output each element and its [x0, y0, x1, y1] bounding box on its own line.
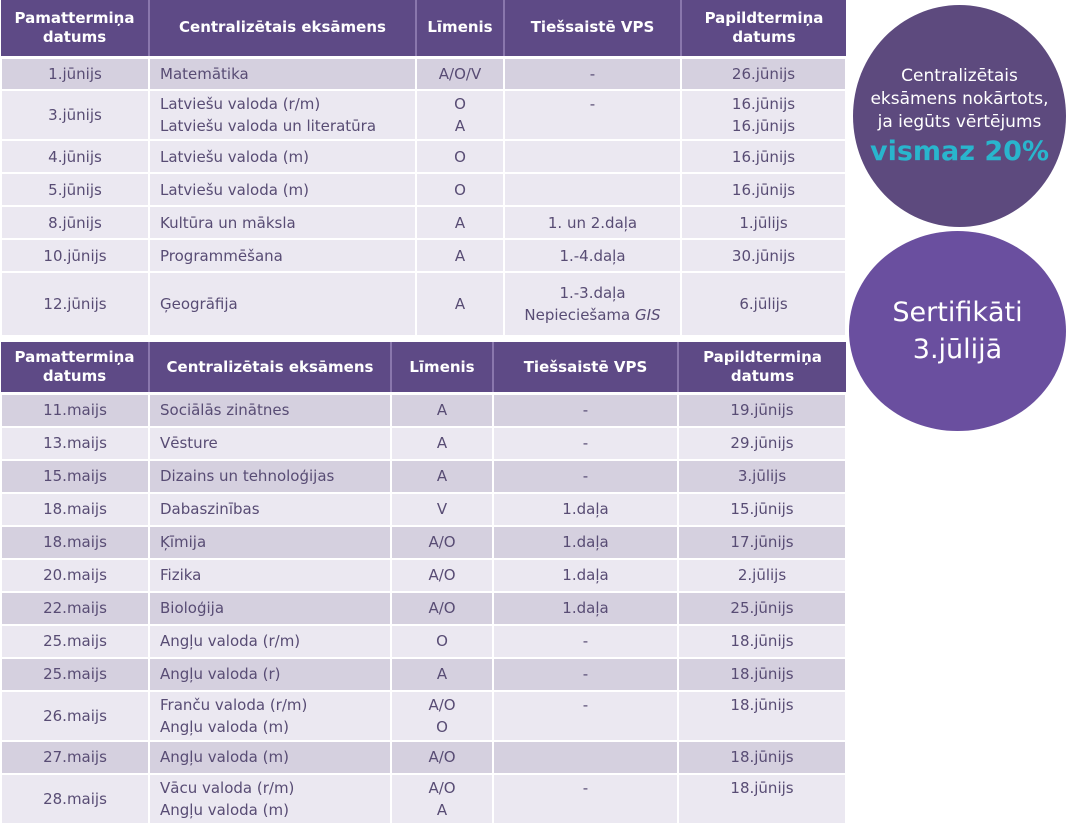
makeup-line: 18.jūnijs: [730, 665, 794, 683]
exam-line: Latviešu valoda (r/m): [160, 95, 321, 113]
column-header: Pamattermiņa datums: [1, 342, 149, 394]
level-line: O: [454, 147, 466, 166]
date-cell: 28.maijs: [1, 774, 149, 824]
exam-line: Kultūra un māksla: [160, 213, 296, 232]
level-cell: [391, 460, 493, 493]
exam-cell: [149, 526, 391, 559]
date-cell: 22.maijs: [1, 592, 149, 625]
level-line: A/O: [428, 566, 456, 584]
makeup-line: 16.jūnijs: [731, 180, 796, 199]
vps-cell: [504, 140, 681, 173]
makeup-line: 25.jūnijs: [730, 599, 794, 617]
vps-line: [509, 115, 676, 137]
makeup-cell: [681, 90, 846, 140]
vps-line: -: [582, 632, 589, 650]
level-cell: [391, 625, 493, 658]
makeup-line: 16.jūnijs: [731, 95, 796, 113]
makeup-line: 16.jūnijs: [731, 117, 796, 135]
level-cell: [391, 394, 493, 427]
level-cell: [416, 90, 504, 140]
exam-line: Programmēšana: [160, 246, 283, 265]
exam-cell: [149, 741, 391, 774]
makeup-line: 26.jūnijs: [731, 64, 796, 83]
vps-cell: [493, 658, 678, 691]
date-cell: 18.maijs: [1, 526, 149, 559]
table-row: [1, 57, 846, 90]
exam-table-may: [0, 342, 847, 825]
makeup-cell: [678, 526, 846, 559]
level-cell: [391, 592, 493, 625]
level-cell: [416, 140, 504, 173]
column-header: Līmenis: [391, 342, 493, 394]
vps-line: -: [582, 778, 589, 797]
makeup-cell: [678, 394, 846, 427]
exam-table-june: [0, 0, 847, 337]
makeup-line: 1.jūlijs: [739, 213, 788, 232]
level-cell: [391, 526, 493, 559]
vps-line: [498, 746, 673, 768]
vps-cell: [504, 173, 681, 206]
date-cell: 18.maijs: [1, 493, 149, 526]
makeup-line: 18.jūnijs: [730, 632, 794, 650]
vps-line: 1.daļa: [562, 533, 609, 551]
date-cell: 27.maijs: [1, 741, 149, 774]
level-line: V: [436, 500, 448, 518]
makeup-cell: [681, 57, 846, 90]
table-row: [1, 526, 846, 559]
level-cell: [416, 173, 504, 206]
makeup-line: 15.jūnijs: [730, 500, 794, 518]
vps-cell: [493, 526, 678, 559]
level-cell: [416, 206, 504, 239]
exam-line: Angļu valoda (m): [160, 748, 289, 766]
vps-line: -: [582, 665, 589, 683]
exam-cell: [149, 559, 391, 592]
makeup-line: 17.jūnijs: [730, 533, 794, 551]
level-cell: [416, 272, 504, 336]
level-line: A: [436, 434, 448, 452]
table-row: [1, 206, 846, 239]
vps-line: -: [589, 64, 596, 83]
makeup-cell: [678, 427, 846, 460]
column-header: Tiešsaistē VPS: [504, 0, 681, 57]
makeup-cell: [681, 140, 846, 173]
date-cell: 3.jūnijs: [1, 90, 149, 140]
level-line: A: [454, 117, 466, 135]
date-cell: 20.maijs: [1, 559, 149, 592]
date-cell: 11.maijs: [1, 394, 149, 427]
exam-cell: [149, 206, 416, 239]
level-cell: [416, 239, 504, 272]
vps-line: -: [589, 95, 596, 113]
makeup-line: 19.jūnijs: [730, 401, 794, 420]
makeup-cell: [678, 559, 846, 592]
level-line: A: [454, 295, 466, 313]
level-line: A: [436, 467, 448, 485]
column-header: Pamattermiņa datums: [1, 0, 149, 57]
exam-line: Latviešu valoda (m): [160, 147, 310, 166]
makeup-line: [683, 799, 841, 821]
exam-cell: [149, 140, 416, 173]
column-header: Līmenis: [416, 0, 504, 57]
vps-cell: [493, 493, 678, 526]
exam-line: Latviešu valoda un literatūra: [160, 117, 377, 135]
makeup-cell: [681, 272, 846, 336]
header-row: [1, 342, 846, 394]
vps-cell: [504, 272, 681, 336]
column-header: Centralizētais eksāmens: [149, 342, 391, 394]
table-row: [1, 90, 846, 140]
vps-line: 1. un 2.daļa: [547, 213, 638, 232]
exam-cell: [149, 691, 391, 741]
makeup-line: 18.jūnijs: [730, 778, 794, 797]
exam-line: Dabaszinības: [160, 500, 260, 518]
badge-certificates: [849, 231, 1066, 431]
header-row: [1, 0, 846, 57]
vps-line: [509, 179, 676, 201]
exam-cell: [149, 173, 416, 206]
makeup-line: 3.jūlijs: [737, 467, 787, 485]
table-row: [1, 460, 846, 493]
exam-line: Angļu valoda (m): [160, 800, 289, 819]
exam-line: Fizika: [160, 566, 202, 584]
makeup-cell: [678, 493, 846, 526]
makeup-line: 16.jūnijs: [731, 147, 796, 166]
date-cell: 12.jūnijs: [1, 272, 149, 336]
table-row: [1, 592, 846, 625]
exam-line: Sociālās zinātnes: [160, 401, 290, 420]
exam-cell: [149, 272, 416, 336]
exam-cell: [149, 592, 391, 625]
table-row: [1, 741, 846, 774]
vps-cell: [493, 625, 678, 658]
makeup-cell: [678, 625, 846, 658]
level-cell: [391, 658, 493, 691]
table-row: [1, 272, 846, 336]
level-cell: [391, 741, 493, 774]
vps-cell: [504, 90, 681, 140]
vps-line: 1.-3.daļa: [559, 284, 626, 302]
vps-line: -: [582, 695, 589, 714]
table-row: [1, 394, 846, 427]
makeup-cell: [678, 658, 846, 691]
exam-cell: [149, 493, 391, 526]
exam-line: Latviešu valoda (m): [160, 180, 310, 199]
table-row: [1, 625, 846, 658]
level-line: A/O: [428, 533, 456, 551]
vps-line: -: [582, 434, 589, 452]
exam-cell: [149, 57, 416, 90]
makeup-cell: [678, 460, 846, 493]
makeup-cell: [678, 691, 846, 741]
column-header: Tiešsaistē VPS: [493, 342, 678, 394]
date-cell: 26.maijs: [1, 691, 149, 741]
exam-cell: [149, 394, 391, 427]
date-cell: 4.jūnijs: [1, 140, 149, 173]
exam-cell: [149, 239, 416, 272]
level-cell: [391, 493, 493, 526]
table-row: [1, 239, 846, 272]
exam-line: Dizains un tehnoloģijas: [160, 467, 335, 485]
makeup-cell: [681, 206, 846, 239]
exam-cell: [149, 625, 391, 658]
vps-line: 1.daļa: [562, 566, 609, 584]
vps-cell: [493, 774, 678, 824]
vps-line: 1.daļa: [562, 500, 609, 518]
level-line: A/O: [428, 695, 456, 714]
badge-pass-threshold: [853, 5, 1066, 227]
makeup-line: 29.jūnijs: [730, 434, 794, 452]
vps-cell: [493, 427, 678, 460]
badge-certificates-line: 3.jūlijā: [912, 334, 1003, 365]
table-row: [1, 173, 846, 206]
exam-cell: [149, 460, 391, 493]
badge-pass-line: ja iegūts vērtējums: [877, 111, 1042, 132]
date-cell: 10.jūnijs: [1, 239, 149, 272]
level-line: A: [436, 401, 448, 420]
vps-cell: [493, 592, 678, 625]
badge-pass-highlight: vismaz 20%: [869, 135, 1050, 167]
level-cell: [391, 427, 493, 460]
badge-pass-line: Centralizētais: [901, 65, 1018, 86]
exam-line: Ģeogrāfija: [160, 295, 238, 313]
exam-line: Bioloģija: [160, 599, 225, 617]
level-line: A: [436, 665, 448, 683]
level-line: A: [454, 246, 466, 265]
vps-cell: [493, 460, 678, 493]
makeup-line: [683, 716, 841, 738]
exam-line: Ķīmija: [160, 533, 207, 551]
level-line: A/O/V: [438, 64, 482, 83]
date-cell: 5.jūnijs: [1, 173, 149, 206]
level-cell: [391, 691, 493, 741]
badge-certificates-line: Sertifikāti: [892, 297, 1023, 328]
makeup-line: 6.jūlijs: [739, 295, 788, 313]
date-cell: 1.jūnijs: [1, 57, 149, 90]
exam-cell: [149, 774, 391, 824]
vps-line: Nepieciešama GIS: [524, 306, 661, 324]
table-row: [1, 691, 846, 741]
vps-line: -: [582, 401, 589, 420]
table-row: [1, 774, 846, 824]
exam-cell: [149, 90, 416, 140]
level-line: A/O: [428, 599, 456, 617]
exam-line: Franču valoda (r/m): [160, 695, 308, 714]
vps-cell: [493, 559, 678, 592]
exam-line: Vācu valoda (r/m): [160, 778, 295, 797]
vps-line: [498, 716, 673, 738]
level-line: A/O: [428, 778, 456, 797]
table-row: [1, 493, 846, 526]
exam-line: Matemātika: [160, 64, 249, 83]
vps-line: [498, 799, 673, 821]
vps-line: 1.-4.daļa: [559, 246, 626, 265]
level-cell: [391, 774, 493, 824]
level-line: A: [436, 800, 448, 819]
level-line: O: [436, 632, 448, 650]
column-header: Centralizētais eksāmens: [149, 0, 416, 57]
date-cell: 8.jūnijs: [1, 206, 149, 239]
level-line: O: [454, 180, 466, 199]
vps-cell: [493, 741, 678, 774]
table-row: [1, 427, 846, 460]
level-cell: [416, 57, 504, 90]
makeup-line: 30.jūnijs: [731, 246, 796, 265]
exam-line: Vēsture: [160, 434, 218, 452]
level-line: A/O: [428, 748, 456, 766]
exam-cell: [149, 427, 391, 460]
exam-cell: [149, 658, 391, 691]
exam-line: Angļu valoda (m): [160, 717, 289, 736]
makeup-cell: [678, 741, 846, 774]
vps-line: -: [582, 467, 589, 485]
table-row: [1, 140, 846, 173]
exam-line: Angļu valoda (r): [160, 665, 281, 683]
column-header: Papildtermiņa datums: [678, 342, 846, 394]
vps-cell: [493, 691, 678, 741]
vps-cell: [504, 57, 681, 90]
level-line: A: [454, 213, 466, 232]
makeup-cell: [681, 173, 846, 206]
vps-line: [509, 146, 676, 168]
makeup-cell: [678, 774, 846, 824]
date-cell: 13.maijs: [1, 427, 149, 460]
makeup-line: 18.jūnijs: [730, 748, 794, 766]
makeup-line: 18.jūnijs: [730, 695, 794, 714]
vps-cell: [504, 239, 681, 272]
date-cell: 25.maijs: [1, 658, 149, 691]
table-row: [1, 559, 846, 592]
vps-cell: [493, 394, 678, 427]
date-cell: 15.maijs: [1, 460, 149, 493]
table-row: [1, 658, 846, 691]
makeup-cell: [681, 239, 846, 272]
level-line: O: [436, 717, 448, 736]
makeup-line: 2.jūlijs: [737, 566, 787, 584]
makeup-cell: [678, 592, 846, 625]
column-header: Papildtermiņa datums: [681, 0, 846, 57]
vps-cell: [504, 206, 681, 239]
date-cell: 25.maijs: [1, 625, 149, 658]
exam-line: Angļu valoda (r/m): [160, 632, 301, 650]
level-line: O: [454, 95, 466, 113]
vps-line: 1.daļa: [562, 599, 609, 617]
level-cell: [391, 559, 493, 592]
badge-pass-line: eksāmens nokārtots,: [870, 88, 1049, 109]
